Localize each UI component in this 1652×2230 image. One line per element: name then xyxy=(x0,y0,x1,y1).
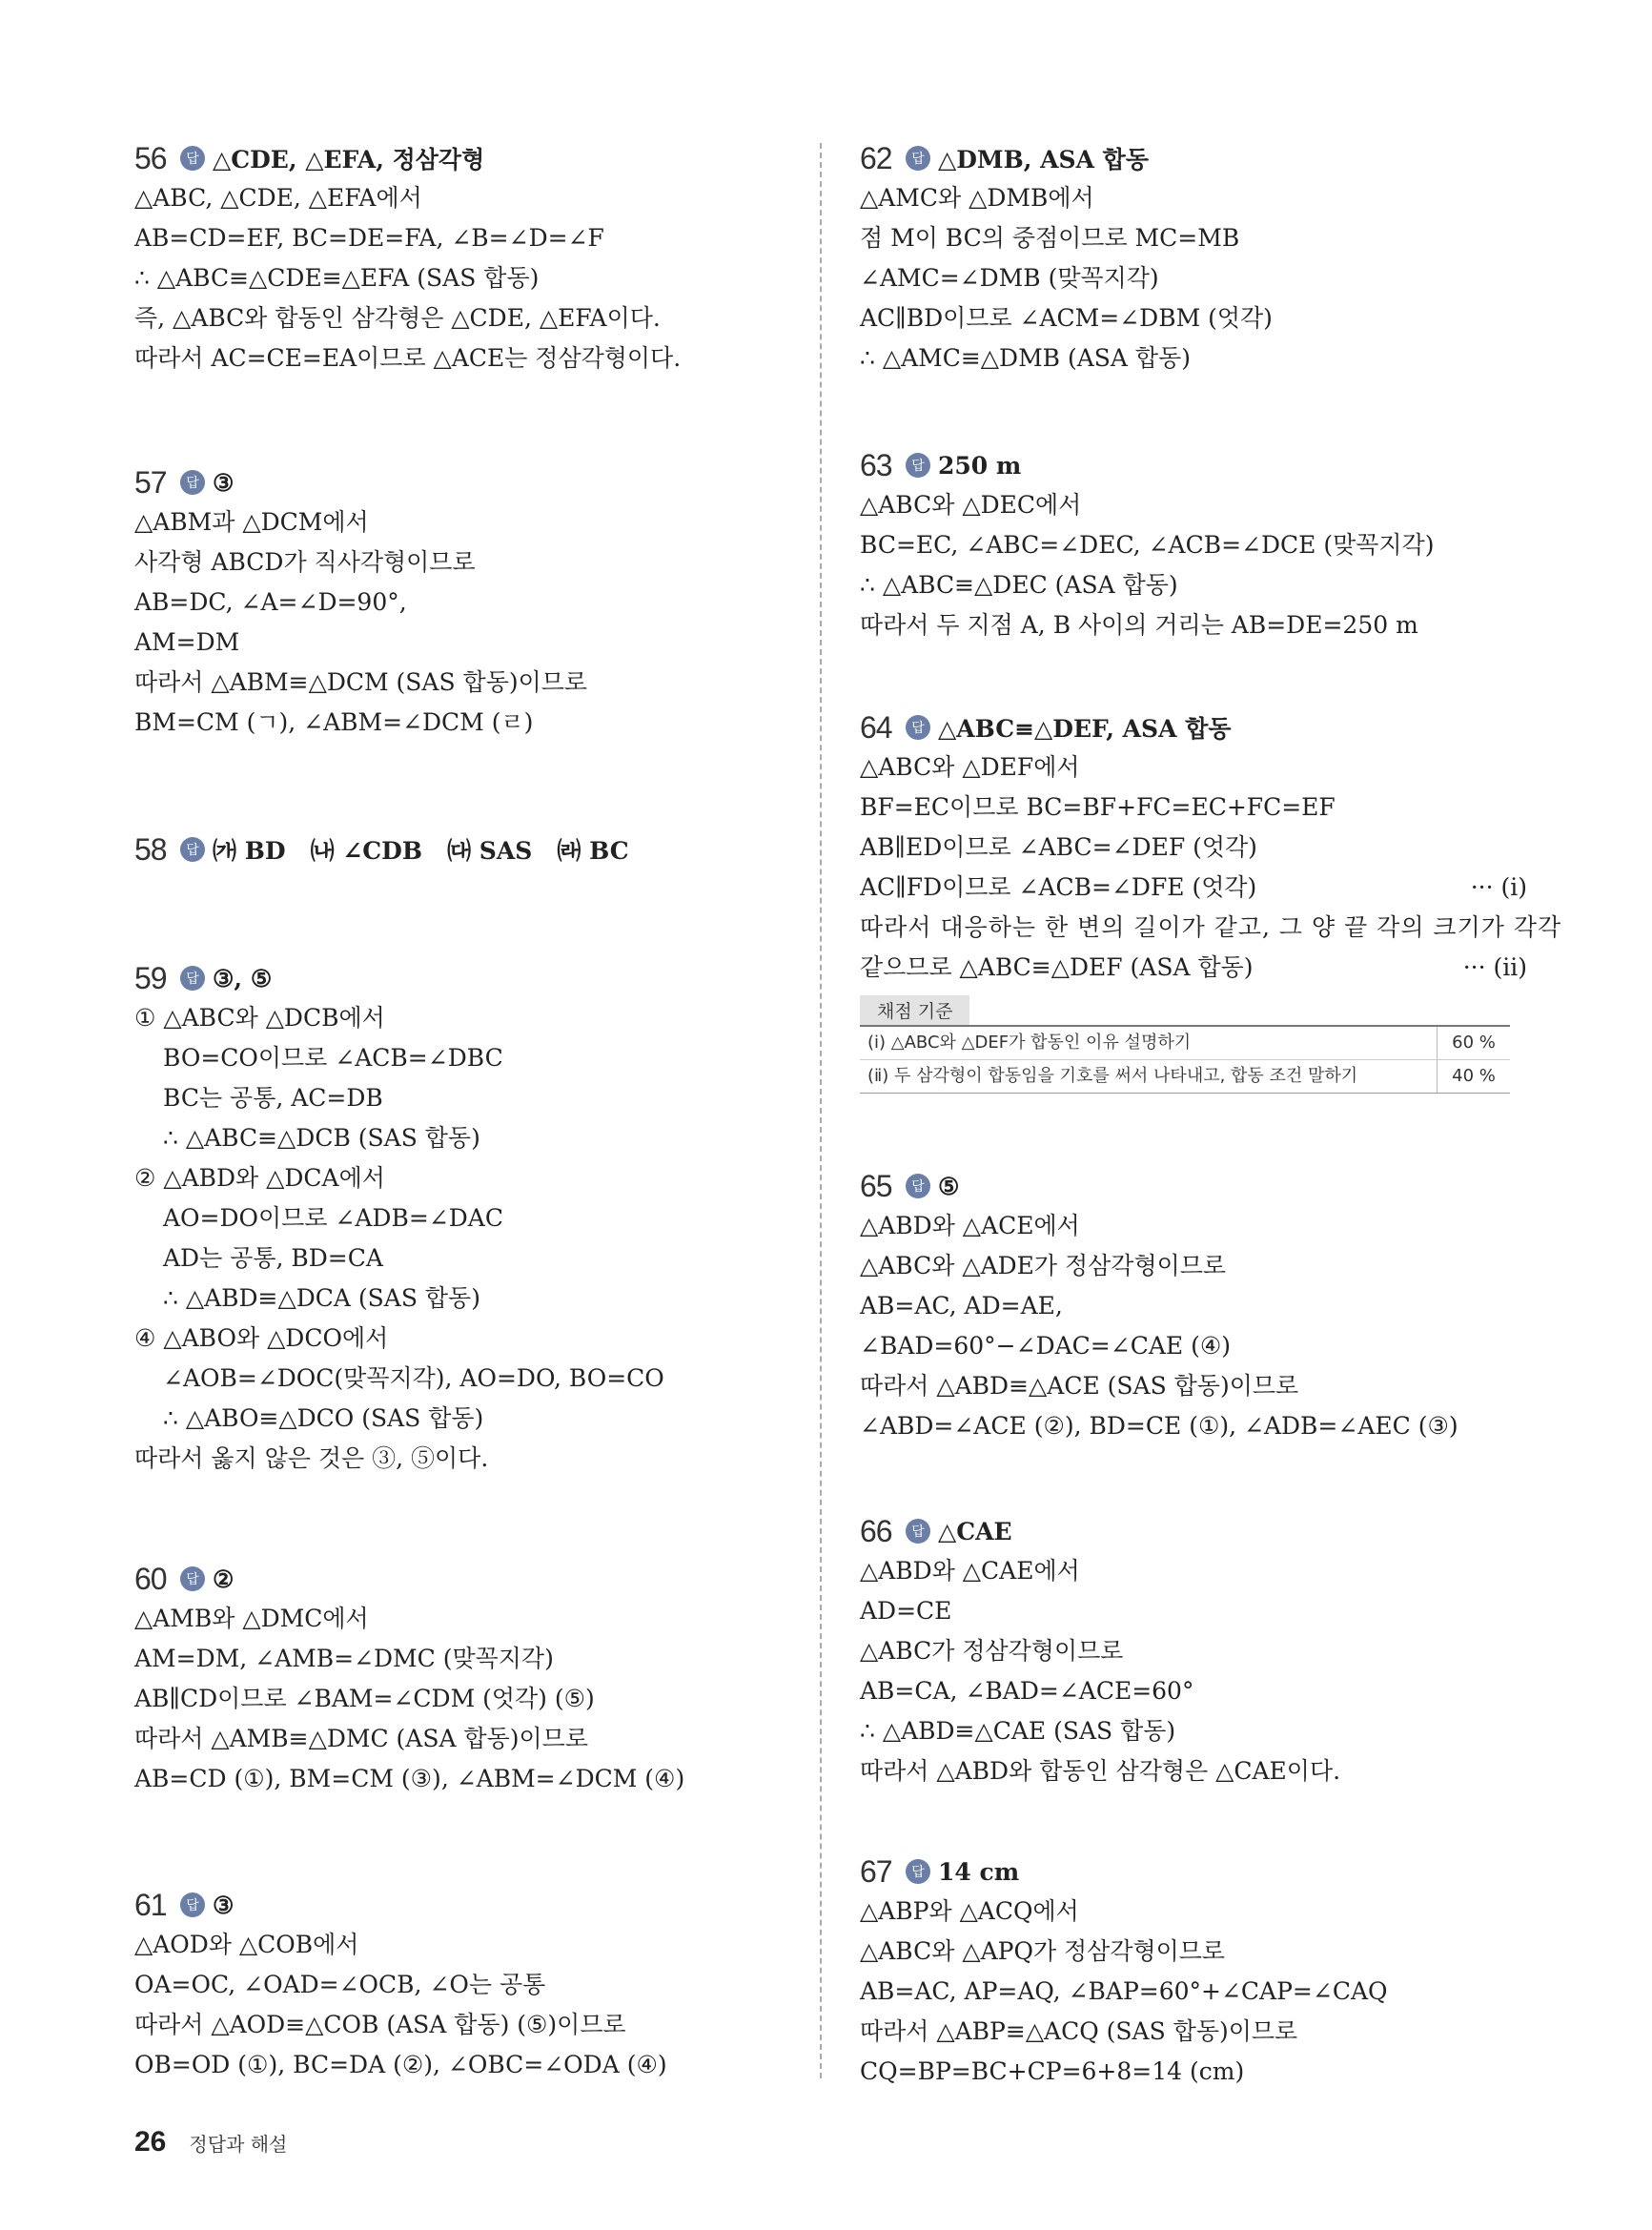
solution-line: ∠AOB=∠DOC(맞꼭지각), AO=DO, BO=CO xyxy=(163,1364,664,1392)
problem-number: 64 xyxy=(860,709,892,745)
solution-line: CQ=BP=BC+CP=6+8=14 (cm) xyxy=(860,2057,1245,2085)
solution-line: AB=AC, AP=AQ, ∠BAP=60°+∠CAP=∠CAQ xyxy=(860,1977,1388,2005)
answer: ② xyxy=(213,1565,235,1593)
answer-badge-icon: 답 xyxy=(180,1892,205,1917)
problem-header xyxy=(134,138,806,178)
problem-header xyxy=(860,1166,1527,1206)
solution-line: ∠BAD=60°−∠DAC=∠CAE (④) xyxy=(860,1332,1231,1360)
solution-line: AB∥ED이므로 ∠ABC=∠DEF (엇각) xyxy=(860,833,1257,861)
problem-number: 62 xyxy=(860,140,892,175)
solution-line: ∴ △ABD≡△DCA (SAS 합동) xyxy=(163,1284,480,1312)
solution-line: ∴ △ABO≡△DCO (SAS 합동) xyxy=(163,1404,484,1432)
problem-number: 57 xyxy=(134,464,167,500)
solution-line: △ABC가 정삼각형이므로 xyxy=(860,1637,1124,1665)
problem-58 xyxy=(134,829,806,869)
scoring-mark: ··· (ⅰ) xyxy=(1470,873,1527,901)
problem-number: 66 xyxy=(860,1513,892,1548)
problem-63 xyxy=(860,445,1527,645)
solution-line: ∠ABD=∠ACE (②), BD=CE (①), ∠ADB=∠AEC (③) xyxy=(860,1412,1458,1440)
criteria-percent: 60 % xyxy=(1452,1033,1496,1053)
solution-line: ∴ △AMC≡△DMB (ASA 합동) xyxy=(860,344,1191,372)
problem-59 xyxy=(134,958,806,1479)
problem-number: 63 xyxy=(860,447,892,482)
problem-62 xyxy=(860,138,1527,378)
solution-line: △ABD와 △CAE에서 xyxy=(860,1557,1080,1585)
solution-line: AB=DC, ∠A=∠D=90°, xyxy=(134,588,407,616)
solution-line: ∴ △ABC≡△DCB (SAS 합동) xyxy=(163,1124,480,1152)
problem-number: 65 xyxy=(860,1168,892,1203)
answer: △CDE, △EFA, 정삼각형 xyxy=(213,146,485,174)
criteria-description: (ⅱ) 두 삼각형이 합동임을 기호를 써서 나타내고, 합동 조건 말하기 xyxy=(860,1060,1438,1093)
scoring-criteria-table xyxy=(860,1025,1510,1094)
problem-header xyxy=(860,707,1527,747)
problem-65 xyxy=(860,1166,1527,1446)
scoring-criteria-title: 채점 기준 xyxy=(860,995,969,1025)
problem-header xyxy=(860,445,1527,485)
solution-line: △ABC와 △APQ가 정삼각형이므로 xyxy=(860,1937,1226,1965)
solution-line: ① △ABC와 △DCB에서 xyxy=(134,1004,385,1032)
answer-badge-icon: 답 xyxy=(906,1859,930,1884)
problem-header xyxy=(860,1511,1527,1551)
solution-line: △AOD와 △COB에서 xyxy=(134,1931,359,1958)
solution-line: ∴ △ABD≡△CAE (SAS 합동) xyxy=(860,1717,1176,1745)
scoring-mark: ··· (ⅱ) xyxy=(1462,953,1527,981)
answer-badge-icon: 답 xyxy=(180,146,205,171)
solution-line: ∴ △ABC≡△CDE≡△EFA (SAS 합동) xyxy=(134,264,540,292)
solution-line: BM=CM (ㄱ), ∠ABM=∠DCM (ㄹ) xyxy=(134,708,534,736)
solution-line: △ABC와 △ADE가 정삼각형이므로 xyxy=(860,1252,1227,1279)
solution-line: AB=CD=EF, BC=DE=FA, ∠B=∠D=∠F xyxy=(134,224,604,252)
solution-line xyxy=(860,948,1527,988)
solution-line: AB=CD (①), BM=CM (③), ∠ABM=∠DCM (④) xyxy=(134,1765,685,1792)
problem-header xyxy=(860,138,1527,178)
table-row xyxy=(860,1027,1510,1060)
problem-number: 60 xyxy=(134,1561,167,1596)
answer-badge-icon: 답 xyxy=(180,1566,205,1591)
answer: ③, ⑤ xyxy=(213,964,273,992)
problem-64 xyxy=(860,707,1562,1094)
solution-line: AD는 공통, BD=CA xyxy=(163,1244,383,1272)
solution-line: AB=CA, ∠BAD=∠ACE=60° xyxy=(860,1677,1194,1705)
solution-line: ② △ABD와 △DCA에서 xyxy=(134,1164,385,1192)
problem-header xyxy=(134,1885,806,1925)
solution-line: AC∥BD이므로 ∠ACM=∠DBM (엇각) xyxy=(860,304,1273,332)
solution-line: 따라서 △ABD≡△ACE (SAS 합동)이므로 xyxy=(860,1372,1299,1400)
page-section-title: 정답과 해설 xyxy=(189,2133,288,2156)
problem-header xyxy=(134,462,806,502)
answer: 14 cm xyxy=(938,1857,1020,1886)
solution-line: 따라서 두 지점 A, B 사이의 거리는 AB=DE=250 m xyxy=(860,611,1418,639)
solution-line: △ABD와 △ACE에서 xyxy=(860,1212,1080,1239)
answer: ③ xyxy=(213,1891,235,1919)
solution-line: 따라서 AC=CE=EA이므로 △ACE는 정삼각형이다. xyxy=(134,344,682,372)
solution-line: ∠AMC=∠DMB (맞꼭지각) xyxy=(860,264,1159,292)
solution-line: △ABP와 △ACQ에서 xyxy=(860,1897,1079,1925)
solution-text: AC∥FD이므로 ∠ACB=∠DFE (엇각) xyxy=(860,873,1257,901)
solution-line: 따라서 △AOD≡△COB (ASA 합동) (⑤)이므로 xyxy=(134,2011,626,2038)
solution-line: △AMC와 △DMB에서 xyxy=(860,184,1094,212)
table-row xyxy=(860,1060,1510,1093)
problem-number: 56 xyxy=(134,140,167,175)
solution-line: △AMB와 △DMC에서 xyxy=(134,1605,369,1632)
solution-line: 따라서 옳지 않은 것은 ③, ⑤이다. xyxy=(134,1444,489,1472)
problem-61 xyxy=(134,1885,806,2085)
solution-line: BC는 공통, AC=DB xyxy=(163,1084,383,1112)
answer-badge-icon: 답 xyxy=(906,453,930,478)
problem-number: 58 xyxy=(134,831,167,867)
solution-line: △ABC, △CDE, △EFA에서 xyxy=(134,184,422,212)
problem-header xyxy=(134,1559,806,1599)
solution-line: 따라서 대응하는 한 변의 길이가 같고, 그 양 끝 각의 크기가 각각 xyxy=(860,913,1562,941)
answer: △DMB, ASA 합동 xyxy=(938,146,1149,174)
solution-line: △ABC와 △DEF에서 xyxy=(860,753,1080,781)
solution-line: 따라서 △AMB≡△DMC (ASA 합동)이므로 xyxy=(134,1725,588,1752)
solution-line: 즉, △ABC와 합동인 삼각형은 △CDE, △EFA이다. xyxy=(134,304,661,332)
solution-text: 같으므로 △ABC≡△DEF (ASA 합동) xyxy=(860,953,1254,981)
solution-line: 따라서 △ABD와 합동인 삼각형은 △CAE이다. xyxy=(860,1757,1341,1785)
answer-badge-icon: 답 xyxy=(906,715,930,740)
solution-line: BO=CO이므로 ∠ACB=∠DBC xyxy=(163,1044,503,1072)
solution-line: 따라서 △ABM≡△DCM (SAS 합동)이므로 xyxy=(134,668,588,696)
answer: ㈎ BD ㈏ ∠CDB ㈐ SAS ㈑ BC xyxy=(213,837,629,865)
solution-line: △ABC와 △DEC에서 xyxy=(860,491,1082,519)
answer-badge-icon: 답 xyxy=(180,470,205,495)
scoring-criteria xyxy=(860,995,1510,1094)
problem-66 xyxy=(860,1511,1527,1791)
answer: ③ xyxy=(213,468,235,497)
criteria-description: (ⅰ) △ABC와 △DEF가 합동인 이유 설명하기 xyxy=(860,1027,1438,1059)
problem-number: 59 xyxy=(134,960,167,995)
solution-line: BC=EC, ∠ABC=∠DEC, ∠ACB=∠DCE (맞꼭지각) xyxy=(860,531,1435,559)
solution-line: ④ △ABO와 △DCO에서 xyxy=(134,1324,389,1352)
solution-line: 따라서 △ABP≡△ACQ (SAS 합동)이므로 xyxy=(860,2017,1298,2045)
solution-line: AB∥CD이므로 ∠BAM=∠CDM (엇각) (⑤) xyxy=(134,1685,595,1712)
problem-60 xyxy=(134,1559,806,1799)
solution-line: OB=OD (①), BC=DA (②), ∠OBC=∠ODA (④) xyxy=(134,2051,667,2078)
problem-57 xyxy=(134,462,806,743)
problem-header xyxy=(134,958,806,998)
answer: 250 m xyxy=(938,451,1022,480)
solution-line: AB=AC, AD=AE, xyxy=(860,1292,1063,1320)
solution-line: AO=DO이므로 ∠ADB=∠DAC xyxy=(163,1204,503,1232)
answer-badge-icon: 답 xyxy=(180,966,205,991)
problem-67 xyxy=(860,1852,1527,2092)
solution-line: AM=DM, ∠AMB=∠DMC (맞꼭지각) xyxy=(134,1645,554,1672)
problem-number: 67 xyxy=(860,1853,892,1889)
solution-line: AD=CE xyxy=(860,1597,952,1625)
solution-line: 사각형 ABCD가 직사각형이므로 xyxy=(134,548,476,576)
solution-line: 점 M이 BC의 중점이므로 MC=MB xyxy=(860,224,1240,252)
solution-line: △ABM과 △DCM에서 xyxy=(134,508,369,536)
answer: △CAE xyxy=(938,1517,1012,1545)
answer-badge-icon: 답 xyxy=(906,1519,930,1544)
solution-line: OA=OC, ∠OAD=∠OCB, ∠O는 공통 xyxy=(134,1971,546,1998)
problem-header xyxy=(860,1852,1527,1892)
solution-line: ∴ △ABC≡△DEC (ASA 합동) xyxy=(860,571,1178,599)
answer: △ABC≡△DEF, ASA 합동 xyxy=(938,715,1232,743)
criteria-percent: 40 % xyxy=(1452,1066,1496,1086)
solution-line: AM=DM xyxy=(134,628,240,656)
column-divider xyxy=(820,143,822,2078)
answer: ⑤ xyxy=(938,1172,960,1200)
problem-56 xyxy=(134,138,806,378)
problem-header xyxy=(134,829,806,869)
problem-number: 61 xyxy=(134,1887,167,1922)
solution-line: BF=EC이므로 BC=BF+FC=EC+FC=EF xyxy=(860,793,1336,821)
answer-badge-icon: 답 xyxy=(180,837,205,862)
solution-line xyxy=(860,868,1527,908)
answer-badge-icon: 답 xyxy=(906,1174,930,1198)
answer-badge-icon: 답 xyxy=(906,146,930,171)
page-number: 26 xyxy=(134,2126,167,2158)
page-footer xyxy=(134,2126,287,2158)
